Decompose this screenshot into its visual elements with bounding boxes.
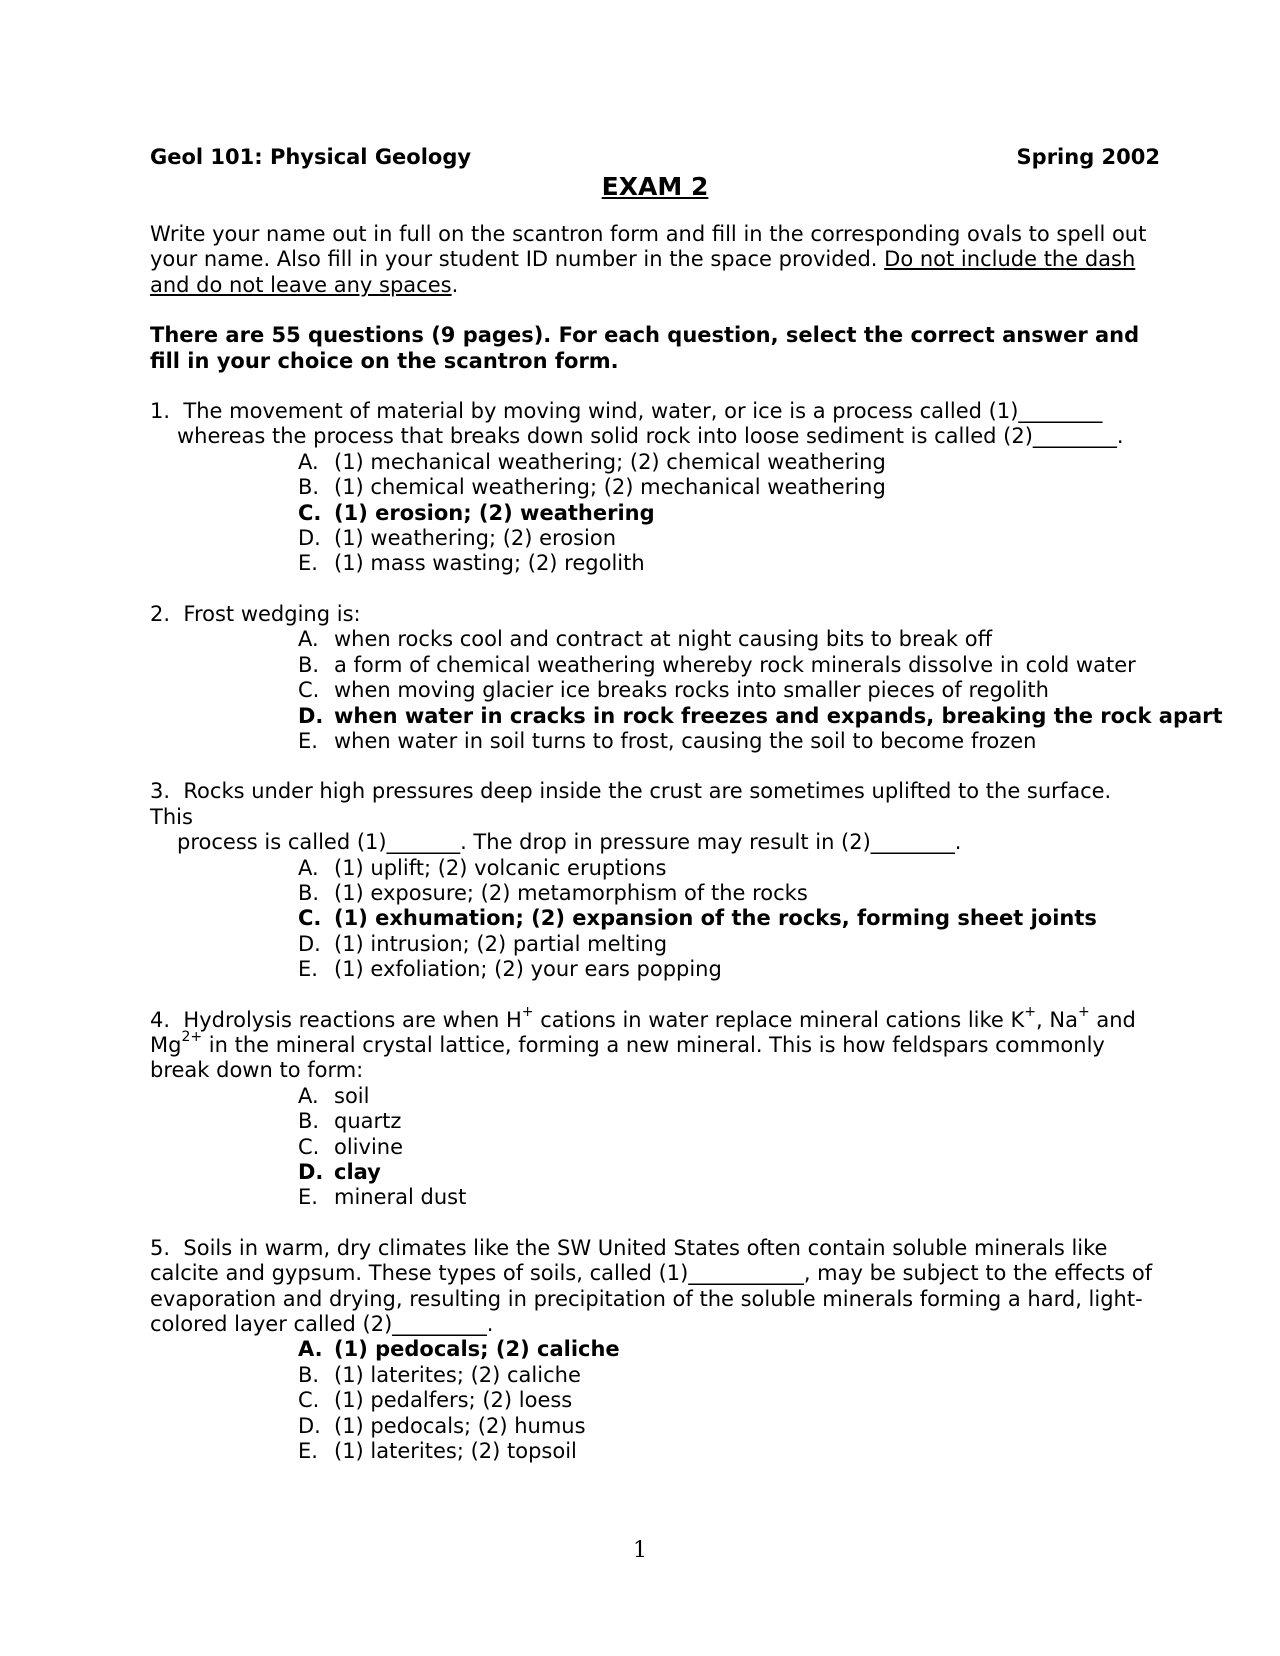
- option-letter: E.: [298, 728, 318, 753]
- option: [298, 653, 1160, 678]
- question-2: [150, 601, 1223, 754]
- option-letter: A.: [298, 855, 319, 880]
- question-text: and: [1089, 1007, 1136, 1032]
- option-text: (1) laterites; (2) topsoil: [334, 1439, 577, 1464]
- option-text: soil: [334, 1083, 370, 1108]
- question-5: [150, 1236, 1160, 1465]
- option-letter: C.: [298, 906, 322, 931]
- question-stem: [150, 1003, 1160, 1084]
- option-text: when water in cracks in rock freezes and expands, breaking the rock apart: [334, 703, 1223, 728]
- option: [298, 678, 1160, 703]
- option: [298, 1109, 1160, 1134]
- option-text: (1) erosion; (2) weathering: [334, 500, 655, 525]
- option-letter: D.: [298, 1160, 324, 1184]
- option-letter: A.: [298, 1337, 323, 1362]
- option-text: (1) exfoliation; (2) your ears popping: [334, 957, 722, 982]
- option: [298, 881, 1160, 906]
- question-stem: [150, 779, 1160, 855]
- question-3: [150, 779, 1160, 982]
- option: [298, 856, 1160, 881]
- option: [298, 1439, 1160, 1464]
- option-text: (1) exhumation; (2) expansion of the rocks, forming sheet joints: [334, 906, 1097, 931]
- option-letter: D.: [298, 1413, 321, 1438]
- superscript: 2+: [181, 1028, 203, 1045]
- instructions: There are 55 questions (9 pages). For each question, select the correct answer and fill in your choice on the scantron form.: [150, 323, 1140, 373]
- option-text: (1) pedalfers; (2) loess: [334, 1388, 573, 1413]
- option-list: [150, 1337, 1160, 1464]
- option-letter: E.: [298, 551, 318, 576]
- option: [298, 932, 1160, 957]
- option-letter: C.: [298, 1134, 320, 1159]
- question-1: [150, 399, 1160, 577]
- question-text: Soils in warm, dry climates like the SW United States often contain soluble minerals like calcite and gypsum. These types of soils, called (1)___________, may be subject to the effects of evaporation and drying, resulting in precipitation of the soluble minerals forming a hard, light-colored layer called (2)_________.: [150, 1235, 1153, 1337]
- intro-end: .: [451, 272, 459, 297]
- question-number: 1.: [150, 399, 171, 424]
- question-line: whereas the process that breaks down solid rock into loose sediment is called (2)________.: [177, 424, 1124, 449]
- option-text: (1) exposure; (2) metamorphism of the rocks: [334, 880, 808, 905]
- intro-underlined-text: Do not include the dash and do not leave any spaces: [150, 247, 1136, 297]
- option-correct: [298, 703, 1223, 729]
- option-text: mineral dust: [334, 1185, 467, 1210]
- option-correct: [298, 1337, 1160, 1362]
- option-letter: B.: [298, 1362, 320, 1387]
- option-letter: D.: [298, 526, 321, 551]
- option-letter: A.: [298, 449, 319, 474]
- option-text: when water in soil turns to frost, causing the soil to become frozen: [334, 728, 1037, 753]
- exam-title: EXAM 2: [601, 172, 709, 201]
- option: [298, 1185, 1160, 1210]
- option-correct: [298, 906, 1160, 931]
- option-text: (1) pedocals; (2) humus: [334, 1413, 586, 1438]
- question-line: process is called (1)_______. The drop in pressure may result in (2)________.: [177, 830, 962, 855]
- option: [298, 526, 1160, 551]
- option-text: when moving glacier ice breaks rocks into smaller pieces of regolith: [334, 678, 1049, 703]
- question-number: 5.: [150, 1235, 171, 1260]
- option-letter: E.: [298, 1439, 318, 1464]
- option: [298, 1414, 1160, 1439]
- question-line: Rocks under high pressures deep inside the crust are sometimes uplifted to the surface. This: [150, 779, 1112, 829]
- option: [298, 551, 1160, 576]
- option: [298, 729, 1160, 754]
- option-letter: D.: [298, 931, 321, 956]
- option-text: (1) chemical weathering; (2) mechanical weathering: [334, 475, 886, 500]
- option-letter: B.: [298, 1109, 320, 1134]
- option-text: (1) laterites; (2) caliche: [334, 1362, 581, 1387]
- option-text: (1) weathering; (2) erosion: [334, 526, 617, 551]
- intro-paragraph: [150, 222, 1160, 298]
- option: [298, 475, 1160, 500]
- question-stem: [150, 1236, 1160, 1338]
- question-line: Frost wedging is:: [183, 601, 361, 626]
- option: [298, 1363, 1160, 1388]
- option-text: (1) mass wasting; (2) regolith: [334, 551, 645, 576]
- option-text: (1) uplift; (2) volcanic eruptions: [334, 855, 667, 880]
- option-letter: B.: [298, 652, 320, 677]
- option-text: olivine: [334, 1134, 404, 1159]
- option-text: clay: [334, 1160, 381, 1184]
- option-correct: [298, 501, 1160, 526]
- option-correct: [298, 1160, 1160, 1185]
- question-4: [150, 1003, 1160, 1211]
- option-letter: E.: [298, 957, 318, 982]
- option: [298, 1084, 1160, 1109]
- question-text: in the mineral crystal lattice, forming a new mineral. This is how feldspars commonly break down to form:: [150, 1032, 1105, 1083]
- question-stem: [150, 602, 1160, 627]
- question-number: 3.: [150, 779, 171, 804]
- term-label: Spring 2002: [1016, 145, 1160, 169]
- option-text: (1) intrusion; (2) partial melting: [334, 931, 668, 956]
- question-line: The movement of material by moving wind, water, or ice is a process called (1)________: [183, 399, 1103, 424]
- superscript: +: [1077, 1003, 1090, 1020]
- option-letter: A.: [298, 627, 319, 652]
- option-text: quartz: [334, 1109, 402, 1134]
- option: [298, 627, 1160, 652]
- option-list: [150, 1084, 1160, 1211]
- page-content: [150, 145, 1223, 1464]
- option: [298, 957, 1160, 982]
- option-letter: A.: [298, 1083, 319, 1108]
- option-list: [150, 856, 1160, 983]
- option-letter: D.: [298, 703, 324, 728]
- superscript: +: [1024, 1003, 1037, 1020]
- option-text: (1) pedocals; (2) caliche: [334, 1337, 620, 1362]
- option-letter: C.: [298, 500, 322, 525]
- option-letter: C.: [298, 678, 320, 703]
- question-text: Mg: [150, 1032, 182, 1057]
- question-stem: [150, 399, 1160, 450]
- option-text: when rocks cool and contract at night causing bits to break off: [334, 627, 993, 652]
- page-header: [150, 145, 1160, 171]
- option-letter: B.: [298, 475, 320, 500]
- option: [298, 450, 1160, 475]
- option-letter: E.: [298, 1185, 318, 1210]
- option: [298, 1135, 1160, 1160]
- option-text: (1) mechanical weathering; (2) chemical weathering: [334, 449, 886, 474]
- superscript: +: [521, 1003, 534, 1020]
- option-list: [150, 450, 1160, 577]
- option-list: [150, 627, 1223, 754]
- option-text: a form of chemical weathering whereby rock minerals dissolve in cold water: [334, 652, 1136, 677]
- question-text: , Na: [1036, 1007, 1078, 1032]
- page-number: 1: [633, 1538, 647, 1563]
- question-number: 4.: [150, 1007, 171, 1032]
- question-text: cations in water replace mineral cations like K: [533, 1007, 1025, 1032]
- intro-text: Write your name out in full on the scantron form and fill in the corresponding ovals to spell out your name. Also fill in your student ID number in the space provided.: [150, 222, 1147, 272]
- option: [298, 1388, 1160, 1413]
- course-title: Geol 101: Physical Geology: [150, 145, 472, 169]
- question-number: 2.: [150, 601, 171, 626]
- option-letter: C.: [298, 1388, 320, 1413]
- option-letter: B.: [298, 880, 320, 905]
- question-text: Hydrolysis reactions are when H: [183, 1007, 522, 1032]
